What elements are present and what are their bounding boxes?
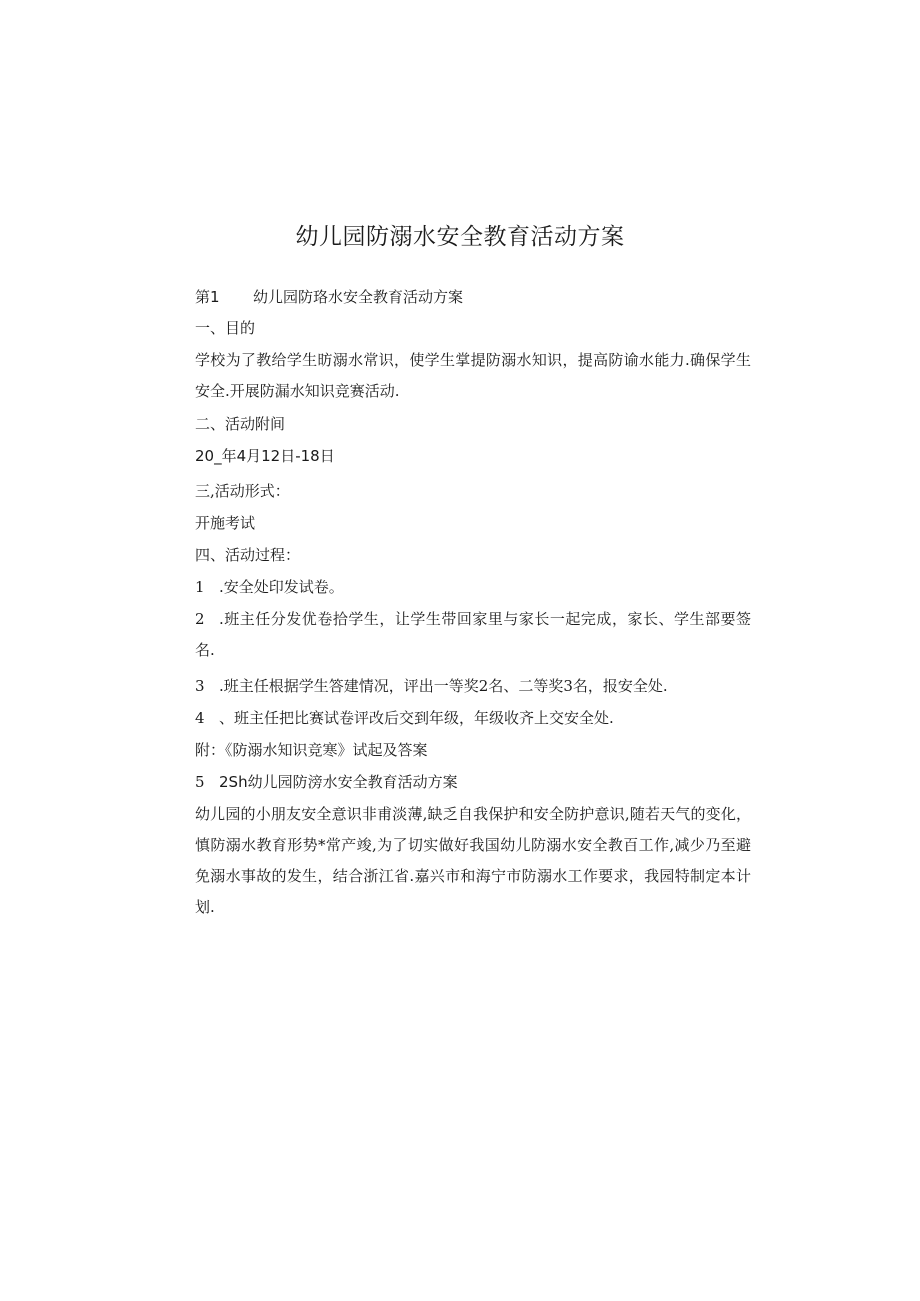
form-text: 开施考试: [195, 514, 256, 532]
heading-form: 三,活动形式：: [195, 482, 290, 500]
heading-process: 四、活动过程：: [195, 546, 301, 564]
heading-time: 二、活动附间: [195, 415, 286, 433]
step-2-text: .班主任分发优卷拾学生，让学生带回家里与家长一起完成，家长、学生部要签名.: [195, 610, 751, 659]
section-2-number: 5: [195, 773, 205, 791]
time-text: 20_年4月12日-18日: [195, 447, 335, 465]
step-4-text: 、班主任把比赛试卷评改后交到年级，年级收齐上交安全处.: [219, 709, 614, 727]
attachment-note: 附：《防溺水知识竞寒》试起及答案: [195, 741, 428, 759]
step-2: [195, 604, 751, 666]
step-2-number: 2: [195, 610, 205, 628]
step-3: [195, 676, 755, 696]
purpose-paragraph: 学校为了教给学生昉溺水常识，使学生掌提防溺水知识，提高防谕水能力.确保学生安全.开展防漏水知识竞赛活动.: [195, 351, 751, 400]
section-1-title: 幼儿园防珞水安全教育活动方案: [253, 288, 464, 306]
step-1-number: 1: [195, 578, 205, 596]
step-1: [195, 577, 755, 597]
section-2-heading: [195, 772, 755, 792]
step-4-number: 4: [195, 709, 205, 727]
step-3-text: .班主任根据学生答建情况，评出一等奖2名、二等奖3名，报安全处.: [219, 677, 668, 695]
section-1-number: 第1: [195, 288, 220, 306]
section-2-title: 2Sh幼儿园防滂水安全教育活动方案: [219, 773, 458, 791]
intro-paragraph: 幼儿园的小朋友安全意识非甫淡薄,缺乏自我保护和安全防护意识,随若天气的变化，慎防溺水教育形势*常产竣,为了切实做好我国幼儿防溺水安全教百工作,减少乃至避免溺水事故的发生，结合浙江省.嘉兴市和海宁市防溺水工作要求，我园特制定本计划.: [195, 805, 751, 916]
document-title: 幼儿园防溺水安全教育活动方案: [295, 224, 625, 250]
heading-purpose: 一、目的: [195, 319, 256, 337]
step-3-number: 3: [195, 677, 205, 695]
section-1-heading: [195, 287, 755, 307]
step-4: [195, 708, 755, 728]
step-1-text: .安全处印发试卷。: [219, 578, 344, 596]
